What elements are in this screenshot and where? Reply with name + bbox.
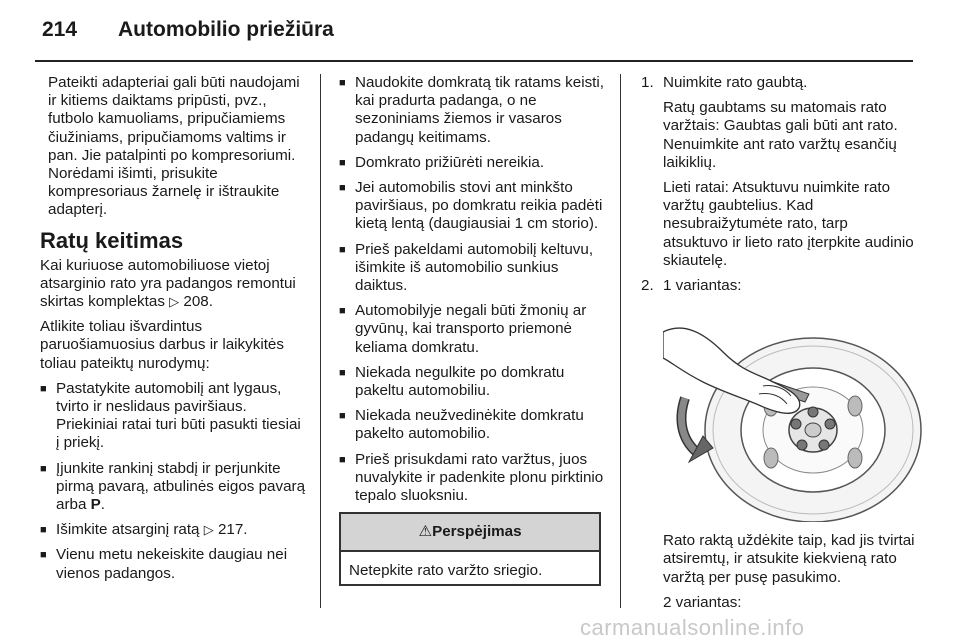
list-item: ■ Niekada negulkite po domkratu pakeltu automobiliu. xyxy=(339,363,565,400)
square-bullet-icon: ■ xyxy=(40,549,47,562)
wheel-wrench-illustration xyxy=(663,302,925,522)
watermark: carmanualsonline.info xyxy=(580,615,805,640)
intro-paragraph: Pateikti adapteriai gali būti naudojami ir kitiems daiktams pripūsti, pvz., futbolo kamuoliams, pripučiamiems čiužiniams, pripučiamoms valtims ir pan. Jie patalpinti po kompresoriumi. Norėdami išimti, prisukite kompresoriaus žarnelę ir ištraukite adapterį. xyxy=(48,74,300,219)
step-2 xyxy=(641,277,916,612)
warning-text: Netepkite rato varžto sriegio. xyxy=(349,562,543,580)
list-item: ■ Niekada neužvedinėkite domkratu pakelto automobilio. xyxy=(339,407,584,443)
square-bullet-icon: ■ xyxy=(40,462,47,475)
preparation-list xyxy=(40,380,308,583)
section-heading: Ratų keitimas xyxy=(40,227,184,253)
column-3 xyxy=(641,74,916,619)
procedure-steps xyxy=(641,74,916,612)
step-title: 1 variantas: xyxy=(663,277,742,295)
list-item: ■ Pastatykite automobilį ant lygaus, tvirto ir neslidaus paviršiaus. Priekiniai ratai turi būti pasukti tiesiai į priekį. xyxy=(40,379,301,452)
list-item: ■ Naudokite domkratą tik ratams keisti, kai pradurta padanga, o ne sezoniniams žiemos ir vasaros padangų keitimams. xyxy=(339,74,604,146)
square-bullet-icon: ■ xyxy=(339,410,346,423)
list-item: ■ Prieš prisukdami rato varžtus, juos nuvalykite ir padenkite plonu pirktinio tepalo sluoksniu. xyxy=(339,450,604,505)
warning-box xyxy=(339,512,601,586)
rim-hole xyxy=(848,396,862,416)
list-item: ■ Automobilyje negali būti žmonių ar gyvūnų, kai transporto priemonė keliama domkratu. xyxy=(339,302,587,356)
step-number: 1. xyxy=(641,74,654,91)
square-bullet-icon: ■ xyxy=(339,305,346,318)
list-item: ■ Jei automobilis stovi ant minkšto paviršiaus, po domkratu reikia padėti kietą lentą (daugiausiai 1 cm storio). xyxy=(339,179,603,233)
paragraph-repair-kit: Kai kuriuose automobiliuose vietoj atsarginio rato yra padangos remontui skirtas komplektas ▷ 208. xyxy=(40,256,296,311)
jack-instructions-list xyxy=(339,74,607,505)
lug-nut xyxy=(791,419,801,429)
step-1 xyxy=(641,74,916,270)
page-title: Automobilio priežiūra xyxy=(118,18,334,41)
list-item: ■ Vienu metu nekeiskite daugiau nei vienos padangos. xyxy=(40,546,288,582)
header-divider xyxy=(35,60,913,62)
arrow-ref-icon[interactable]: ▷ xyxy=(169,294,180,310)
column-divider-2 xyxy=(620,74,621,608)
square-bullet-icon: ■ xyxy=(339,366,346,379)
warning-title: Perspėjimas xyxy=(432,523,522,541)
square-bullet-icon: ■ xyxy=(339,156,346,169)
column-1 xyxy=(40,74,308,590)
list-item: ■ Prieš pakeldami automobilį keltuvu, išimkite iš automobilio sunkius daiktus. xyxy=(339,240,594,295)
lug-nut xyxy=(819,440,829,450)
square-bullet-icon: ■ xyxy=(40,382,47,395)
step-text: 2 variantas: xyxy=(663,593,742,611)
step-text: Rato raktą uždėkite taip, kad jis tvirtai atsiremtų, ir atsukite kiekvieną rato varžtą per pusę pasukimo. xyxy=(663,532,915,586)
arrow-ref-icon[interactable]: ▷ xyxy=(203,522,214,538)
square-bullet-icon: ■ xyxy=(339,243,346,256)
warning-triangle-icon: ⚠ xyxy=(418,523,433,541)
step-number: 2. xyxy=(641,277,654,295)
step-text: Lieti ratai: Atsuktuvu nuimkite rato varžtų gaubtelius. Kad nesubraižytumėte rato, tarp atsuktuvo ir lieto rato įterpkite audinio skiautelę. xyxy=(663,179,914,269)
page-ref[interactable]: 208. xyxy=(183,293,213,311)
column-2 xyxy=(339,74,607,586)
square-bullet-icon: ■ xyxy=(40,524,47,537)
rim-hole xyxy=(764,448,778,468)
hub-centre xyxy=(805,423,821,437)
page-number: 214 xyxy=(42,18,78,41)
warning-header xyxy=(341,514,599,552)
square-bullet-icon: ■ xyxy=(339,182,346,195)
lug-nut xyxy=(797,440,807,450)
rim-hole xyxy=(848,448,862,468)
column-divider-1 xyxy=(320,74,321,608)
lug-nut xyxy=(808,407,818,417)
list-item: ■ Išimkite atsarginį ratą ▷ 217. xyxy=(40,521,248,539)
page-header xyxy=(0,0,960,62)
square-bullet-icon: ■ xyxy=(339,453,346,466)
step-text: Ratų gaubtams su matomais rato varžtais: Gaubtas gali būti ant rato. Nenuimkite ant rato varžtų esančių laikiklių. xyxy=(663,99,898,171)
square-bullet-icon: ■ xyxy=(339,77,346,89)
list-item: ■ Domkrato prižiūrėti nereikia. xyxy=(339,153,545,171)
paragraph-preparation: Atlikite toliau išvardintus paruošiamuosius darbus ir laikykitės toliau pateiktų nurodymų: xyxy=(40,318,284,372)
list-item: ■ Įjunkite rankinį stabdį ir perjunkite pirmą pavarą, atbulinės eigos pavarą arba P. xyxy=(40,459,306,514)
page-ref[interactable]: 217. xyxy=(217,521,248,539)
step-title: Nuimkite rato gaubtą. xyxy=(663,74,808,91)
lug-nut xyxy=(825,419,835,429)
